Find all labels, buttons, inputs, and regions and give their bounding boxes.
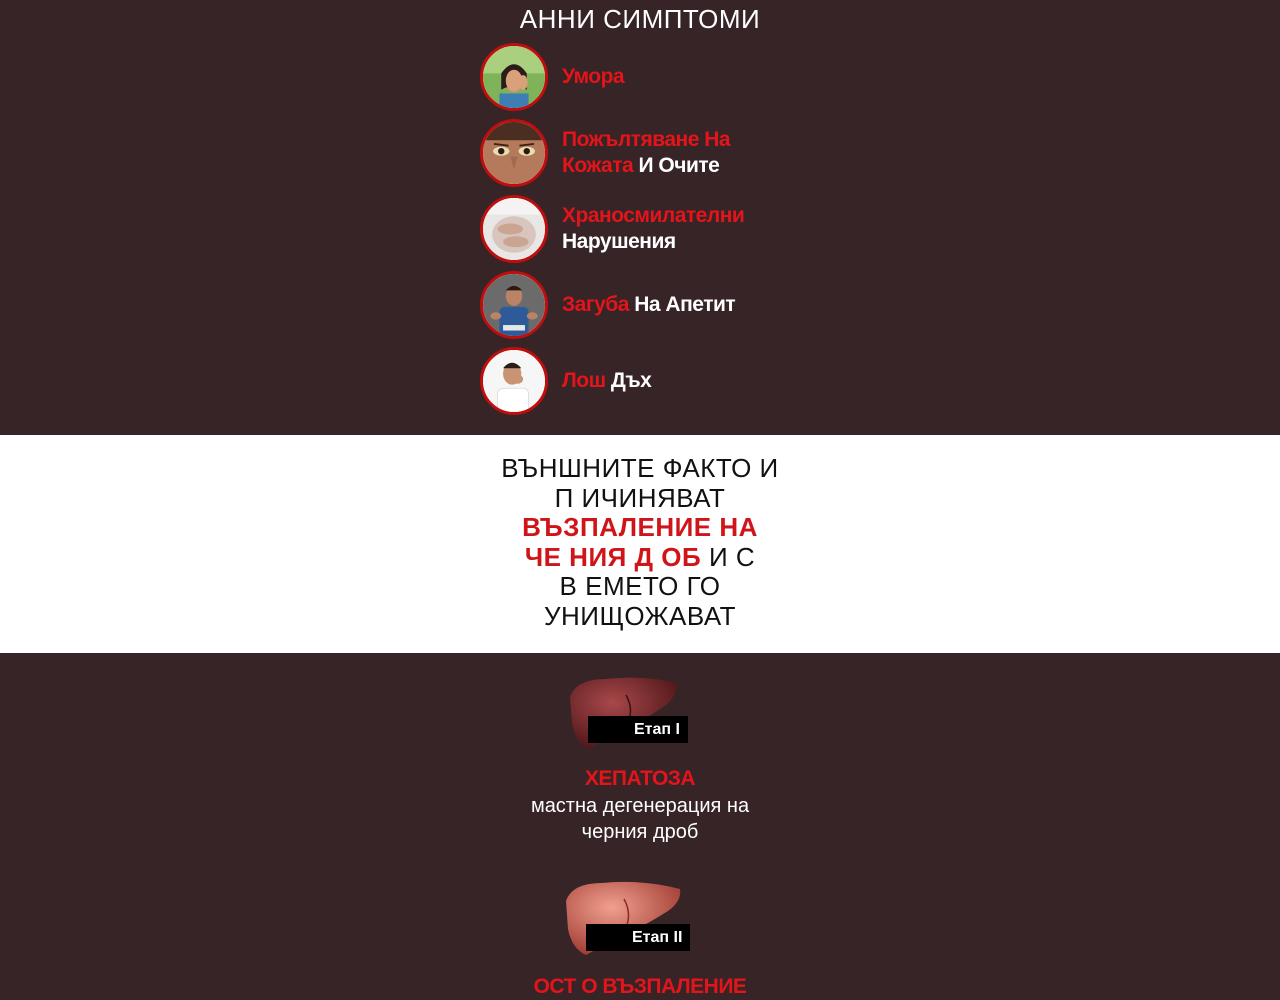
stage-description-line1: мастна дегенерация на <box>530 795 750 817</box>
symptom-item-jaundice <box>480 119 840 187</box>
stage-title: ОСТ О ВЪЗПАЛЕНИЕ <box>533 975 747 998</box>
factors-heading: ВЪНШНИТЕ ФАКТО И П ИЧИНЯВАТ ВЪЗПАЛЕНИЕ НА ЧЕ НИЯ Д ОБ И С В ЕМЕТО ГО УНИЩОЖАВАТ <box>501 453 779 631</box>
symptom-item-appetite <box>480 271 840 339</box>
symptom-label: Пожълтяване На Кожата И Очите <box>562 128 731 177</box>
stage-description-line2: черния дроб <box>581 821 699 843</box>
yellow-eyes-photo <box>480 119 548 187</box>
stages-section <box>0 653 1280 1000</box>
stage-title: ХЕПАТОЗА <box>584 767 696 790</box>
factors-section <box>0 435 1280 653</box>
symptom-label: Храносмилателни Нарушения <box>562 204 745 253</box>
symptom-label: Загуба На Апетит <box>562 293 736 316</box>
symptoms-title: АННИ СИМПТОМИ <box>519 4 761 34</box>
tired-woman-photo <box>480 43 548 111</box>
symptom-label: Лош Дъх <box>562 369 652 392</box>
symptoms-section <box>0 0 1280 435</box>
stage-badge: Етап I <box>588 716 688 743</box>
stomach-pain-photo <box>480 195 548 263</box>
symptom-item-fatigue <box>480 43 840 111</box>
symptom-label: Умора <box>562 65 625 88</box>
liver-stage2-icon <box>562 877 702 969</box>
appetite-loss-photo <box>480 271 548 339</box>
symptom-item-digestive <box>480 195 840 263</box>
symptom-item-breath <box>480 347 840 415</box>
bad-breath-photo <box>480 347 548 415</box>
stage-badge: Етап II <box>586 924 690 951</box>
